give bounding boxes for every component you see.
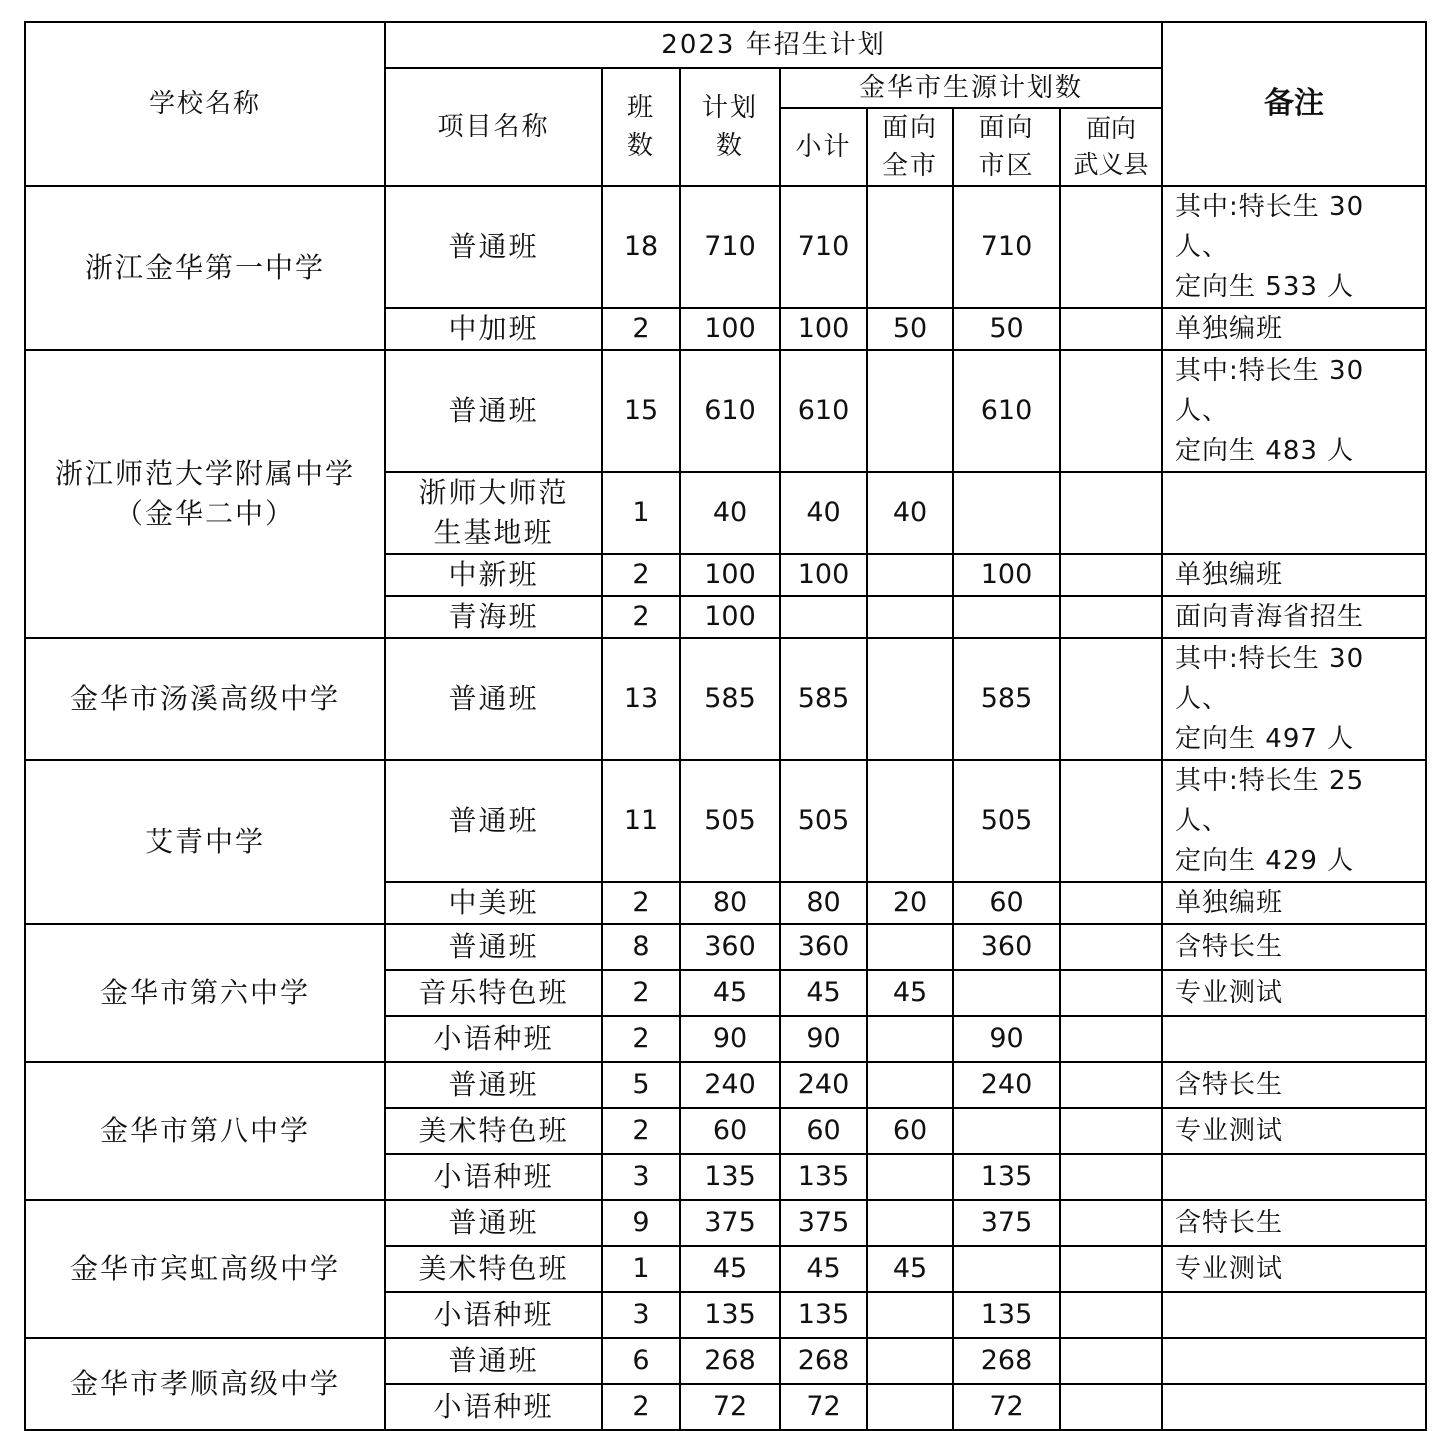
class-count-cell: 2 [602,1384,680,1430]
subtotal-cell: 100 [780,554,867,596]
remark-cell [1162,1200,1426,1246]
remark-cell [1162,1292,1426,1338]
remark-line: 定向生 497 人 [1175,724,1355,754]
table-row [25,186,1426,308]
urban-cell [953,472,1060,554]
city-wide-cell [867,1016,953,1062]
remark-cell [1162,760,1426,882]
school-name-line: 艾青中学 [144,825,265,858]
project-name-line: 普通班 [448,1344,539,1377]
remark-line: 单独编班 [1175,314,1284,344]
project-name-line: 音乐特色班 [418,976,569,1009]
subtotal-cell: 100 [780,308,867,350]
wuyi-cell [1060,472,1162,554]
header-wuyi-line1: 面向 [1086,114,1137,143]
city-wide-cell [867,554,953,596]
remark-cell [1162,1016,1426,1062]
city-wide-cell: 20 [867,882,953,924]
plan-count-cell: 505 [680,760,780,882]
header-city-wide-line1: 面向 [881,113,938,143]
wuyi-cell [1060,1292,1162,1338]
project-name-cell [385,1200,602,1246]
plan-count-cell: 268 [680,1338,780,1384]
project-name-cell [385,308,602,350]
class-count-cell: 2 [602,970,680,1016]
urban-cell: 710 [953,186,1060,308]
project-name-line: 生基地班 [433,516,554,549]
project-name-line: 中美班 [448,886,539,919]
table-row [25,1200,1426,1246]
project-name-cell [385,924,602,970]
enrollment-plan-table-wrapper [24,21,1427,1431]
subtotal-cell: 240 [780,1062,867,1108]
remark-cell [1162,1338,1426,1384]
project-name-cell [385,1154,602,1200]
project-name-line: 小语种班 [433,1390,554,1423]
table-row [25,760,1426,882]
header-wuyi [1060,108,1162,186]
city-wide-cell: 40 [867,472,953,554]
city-wide-cell [867,186,953,308]
plan-count-cell: 45 [680,1246,780,1292]
project-name-cell [385,186,602,308]
remark-line: 定向生 533 人 [1175,272,1355,302]
remark-line: 面向青海省招生 [1175,602,1365,632]
subtotal-cell: 60 [780,1108,867,1154]
project-name-cell [385,760,602,882]
remark-line: 其中:特长生 30 人、 [1175,356,1365,426]
project-name-line: 普通班 [448,930,539,963]
urban-cell: 100 [953,554,1060,596]
header-urban-line2: 市区 [978,151,1035,181]
urban-cell: 360 [953,924,1060,970]
wuyi-cell [1060,1384,1162,1430]
table-row [25,924,1426,970]
plan-count-cell: 360 [680,924,780,970]
remark-cell [1162,350,1426,472]
header-urban-line1: 面向 [978,113,1035,143]
class-count-cell: 6 [602,1338,680,1384]
project-name-cell [385,1016,602,1062]
table-row [25,638,1426,760]
remark-line: 含特长生 [1175,1208,1284,1238]
school-name-cell [25,350,385,638]
city-wide-cell [867,1384,953,1430]
school-name-line: 金华市汤溪高级中学 [69,682,340,715]
urban-cell: 268 [953,1338,1060,1384]
urban-cell: 72 [953,1384,1060,1430]
class-count-cell: 1 [602,1246,680,1292]
plan-count-cell: 80 [680,882,780,924]
wuyi-cell [1060,638,1162,760]
remark-cell [1162,186,1426,308]
header-class-count [602,68,680,186]
class-count-cell: 1 [602,472,680,554]
class-count-cell: 11 [602,760,680,882]
plan-count-cell: 60 [680,1108,780,1154]
header-plan-title: 2023 年招生计划 [385,22,1162,68]
school-name-line: 金华市第八中学 [99,1114,310,1147]
school-name-cell [25,760,385,924]
remark-line: 专业测试 [1175,978,1284,1008]
header-school-name: 学校名称 [25,22,385,186]
plan-count-cell: 240 [680,1062,780,1108]
subtotal-cell: 90 [780,1016,867,1062]
project-name-line: 美术特色班 [418,1114,569,1147]
class-count-cell: 2 [602,1016,680,1062]
project-name-cell [385,472,602,554]
remark-cell [1162,638,1426,760]
header-project-name: 项目名称 [385,68,602,186]
school-name-line: 金华市孝顺高级中学 [69,1367,340,1400]
project-name-cell [385,882,602,924]
class-count-cell: 3 [602,1292,680,1338]
wuyi-cell [1060,1154,1162,1200]
remark-cell [1162,554,1426,596]
city-wide-cell [867,1062,953,1108]
city-wide-cell [867,924,953,970]
school-name-cell [25,1062,385,1200]
remark-line: 单独编班 [1175,888,1284,918]
remark-cell [1162,1384,1426,1430]
urban-cell: 60 [953,882,1060,924]
subtotal-cell: 360 [780,924,867,970]
subtotal-cell: 375 [780,1200,867,1246]
plan-count-cell: 45 [680,970,780,1016]
city-wide-cell [867,1154,953,1200]
class-count-cell: 2 [602,554,680,596]
project-name-line: 普通班 [448,682,539,715]
wuyi-cell [1060,1016,1162,1062]
city-wide-cell: 50 [867,308,953,350]
subtotal-cell: 135 [780,1292,867,1338]
project-name-line: 普通班 [448,1206,539,1239]
plan-count-cell: 135 [680,1292,780,1338]
table-row [25,1062,1426,1108]
city-wide-cell [867,350,953,472]
plan-count-cell: 40 [680,472,780,554]
city-wide-cell [867,760,953,882]
subtotal-cell: 72 [780,1384,867,1430]
wuyi-cell [1060,970,1162,1016]
enrollment-plan-table [24,21,1427,1431]
urban-cell: 135 [953,1154,1060,1200]
urban-cell: 50 [953,308,1060,350]
project-name-line: 青海班 [448,600,539,633]
project-name-line: 小语种班 [433,1160,554,1193]
subtotal-cell: 135 [780,1154,867,1200]
wuyi-cell [1060,596,1162,638]
header-source-plan: 金华市生源计划数 [780,68,1162,108]
header-plan-count-line1: 计划 [701,93,758,123]
project-name-line: 普通班 [448,804,539,837]
urban-cell: 90 [953,1016,1060,1062]
remark-cell [1162,1108,1426,1154]
remark-cell [1162,1062,1426,1108]
city-wide-cell: 60 [867,1108,953,1154]
urban-cell: 505 [953,760,1060,882]
remark-cell [1162,970,1426,1016]
urban-cell: 375 [953,1200,1060,1246]
plan-count-cell: 610 [680,350,780,472]
remark-line: 含特长生 [1175,1070,1284,1100]
subtotal-cell: 585 [780,638,867,760]
project-name-line: 浙师大师范 [418,476,569,509]
remark-cell [1162,1154,1426,1200]
project-name-cell [385,1108,602,1154]
subtotal-cell: 40 [780,472,867,554]
wuyi-cell [1060,554,1162,596]
class-count-cell: 3 [602,1154,680,1200]
remark-cell [1162,924,1426,970]
city-wide-cell [867,596,953,638]
school-name-cell [25,638,385,760]
header-subtotal: 小计 [780,108,867,186]
wuyi-cell [1060,1062,1162,1108]
class-count-cell: 2 [602,882,680,924]
project-name-line: 中加班 [448,312,539,345]
project-name-cell [385,1292,602,1338]
plan-count-cell: 100 [680,308,780,350]
header-class-count-line2: 数 [626,131,655,161]
project-name-cell [385,1246,602,1292]
class-count-cell: 2 [602,308,680,350]
subtotal-cell: 505 [780,760,867,882]
urban-cell: 135 [953,1292,1060,1338]
project-name-cell [385,1384,602,1430]
project-name-cell [385,596,602,638]
header-plan-count-line2: 数 [715,131,744,161]
plan-count-cell: 90 [680,1016,780,1062]
school-name-cell [25,1338,385,1430]
wuyi-cell [1060,1338,1162,1384]
wuyi-cell [1060,924,1162,970]
table-row [25,1338,1426,1384]
city-wide-cell [867,1200,953,1246]
school-name-line: 金华市第六中学 [99,976,310,1009]
subtotal-cell: 45 [780,970,867,1016]
urban-cell [953,1108,1060,1154]
wuyi-cell [1060,186,1162,308]
class-count-cell: 13 [602,638,680,760]
project-name-cell [385,638,602,760]
subtotal-cell: 710 [780,186,867,308]
subtotal-cell: 268 [780,1338,867,1384]
urban-cell [953,596,1060,638]
wuyi-cell [1060,308,1162,350]
project-name-line: 美术特色班 [418,1252,569,1285]
project-name-cell [385,1062,602,1108]
remark-line: 专业测试 [1175,1116,1284,1146]
wuyi-cell [1060,1200,1162,1246]
header-urban [953,108,1060,186]
subtotal-cell [780,596,867,638]
class-count-cell: 2 [602,596,680,638]
urban-cell [953,970,1060,1016]
plan-count-cell: 100 [680,554,780,596]
plan-count-cell: 585 [680,638,780,760]
wuyi-cell [1060,882,1162,924]
class-count-cell: 8 [602,924,680,970]
project-name-line: 小语种班 [433,1022,554,1055]
remark-line: 定向生 429 人 [1175,846,1355,876]
school-name-cell [25,924,385,1062]
remark-line: 定向生 483 人 [1175,436,1355,466]
header-city-wide [867,108,953,186]
wuyi-cell [1060,1108,1162,1154]
class-count-cell: 9 [602,1200,680,1246]
plan-count-cell: 375 [680,1200,780,1246]
class-count-cell: 15 [602,350,680,472]
city-wide-cell: 45 [867,970,953,1016]
remark-cell [1162,472,1426,554]
header-plan-count [680,68,780,186]
city-wide-cell: 45 [867,1246,953,1292]
remark-cell [1162,1246,1426,1292]
class-count-cell: 18 [602,186,680,308]
plan-count-cell: 100 [680,596,780,638]
header-class-count-line1: 班 [626,93,655,123]
wuyi-cell [1060,350,1162,472]
school-name-cell [25,1200,385,1338]
school-name-cell [25,186,385,350]
urban-cell: 585 [953,638,1060,760]
table-row [25,350,1426,472]
header-wuyi-line2: 武义县 [1073,150,1149,179]
subtotal-cell: 80 [780,882,867,924]
project-name-line: 小语种班 [433,1298,554,1331]
remark-line: 其中:特长生 25 人、 [1175,766,1365,836]
remark-line: 单独编班 [1175,560,1284,590]
remark-line: 专业测试 [1175,1254,1284,1284]
project-name-cell [385,554,602,596]
project-name-line: 普通班 [448,1068,539,1101]
project-name-line: 中新班 [448,558,539,591]
school-name-line: （金华二中） [114,497,295,530]
project-name-cell [385,970,602,1016]
class-count-cell: 2 [602,1108,680,1154]
class-count-cell: 5 [602,1062,680,1108]
plan-count-cell: 135 [680,1154,780,1200]
remark-line: 其中:特长生 30 人、 [1175,192,1365,262]
plan-count-cell: 72 [680,1384,780,1430]
subtotal-cell: 610 [780,350,867,472]
wuyi-cell [1060,760,1162,882]
wuyi-cell [1060,1246,1162,1292]
school-name-line: 金华市宾虹高级中学 [69,1252,340,1285]
plan-count-cell: 710 [680,186,780,308]
header-city-wide-line2: 全市 [881,151,938,181]
project-name-line: 普通班 [448,230,539,263]
school-name-line: 浙江金华第一中学 [84,251,325,284]
city-wide-cell [867,1338,953,1384]
city-wide-cell [867,638,953,760]
remark-line: 其中:特长生 30 人、 [1175,644,1365,714]
remark-line: 含特长生 [1175,932,1284,962]
remark-cell [1162,596,1426,638]
project-name-cell [385,1338,602,1384]
city-wide-cell [867,1292,953,1338]
urban-cell: 610 [953,350,1060,472]
remark-cell [1162,882,1426,924]
project-name-cell [385,350,602,472]
plan-table-body [25,186,1426,1430]
urban-cell: 240 [953,1062,1060,1108]
header-remarks: 备注 [1162,22,1426,186]
school-name-line: 浙江师范大学附属中学 [54,457,355,490]
project-name-line: 普通班 [448,394,539,427]
subtotal-cell: 45 [780,1246,867,1292]
remark-cell [1162,308,1426,350]
urban-cell [953,1246,1060,1292]
